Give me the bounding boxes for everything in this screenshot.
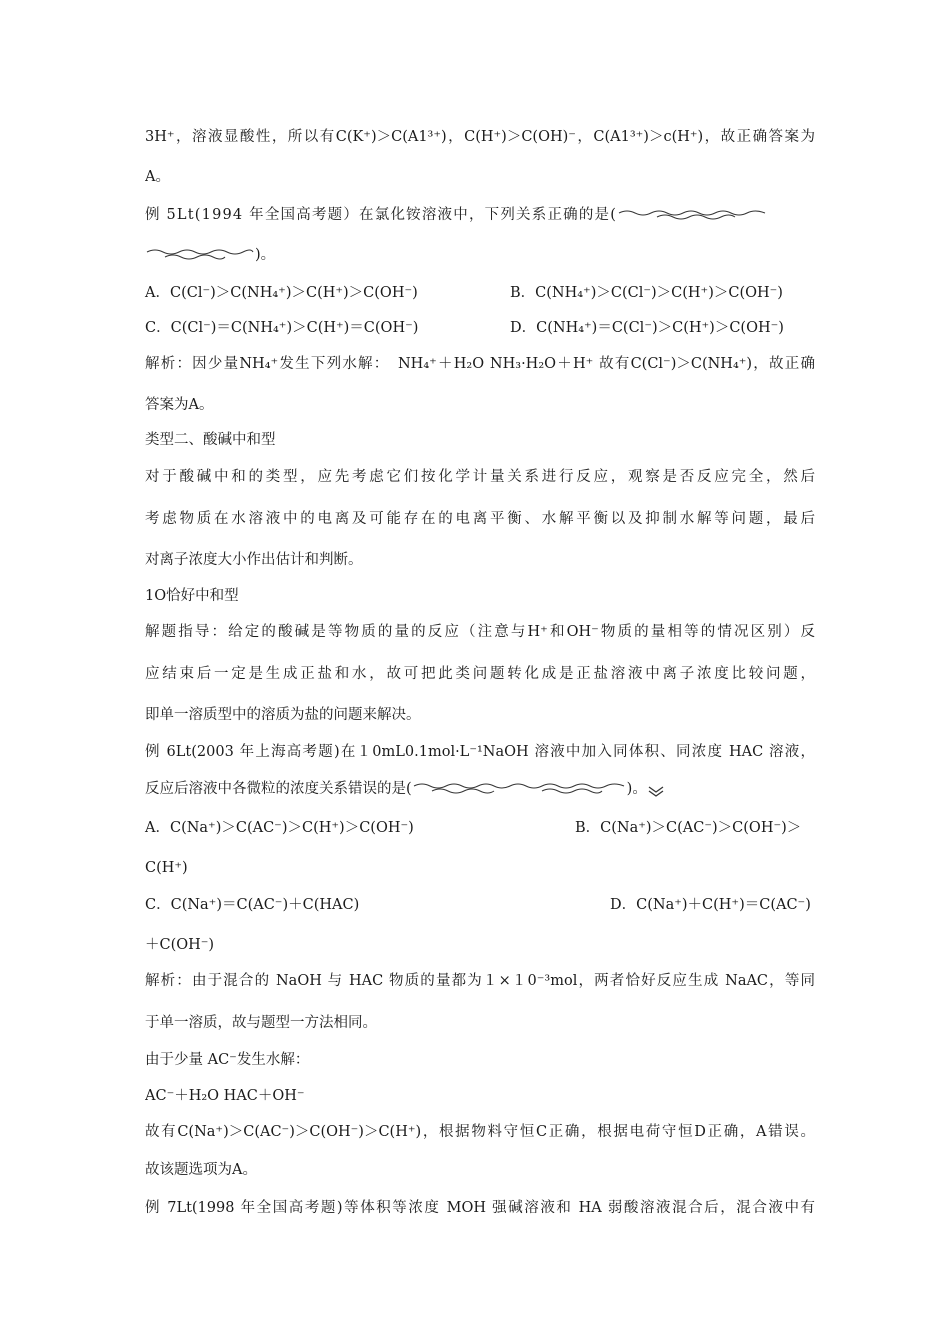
option-d: D．C(Na⁺)＋C(H⁺)＝C(AC⁻) — [610, 897, 811, 913]
example-6-stem: 例 6Ⅼt(2003 年上海高考题)在１0mL0.1mol·L⁻¹NaOH 溶液中加入同体积、同浓度 HAC 溶液， — [145, 744, 815, 760]
option-d-continued: ＋C(OH⁻) — [145, 937, 215, 953]
option-row — [145, 283, 815, 303]
text-line: 于单一溶质，故与题型一方法相同。 — [145, 1015, 377, 1031]
example-7-stem: 例 7Ⅼt(1998 年全国高考题)等体积等浓度 MOH 强碱溶液和 HA 弱酸溶液混合后，混合液中有 — [145, 1200, 815, 1216]
text-line: 即单一溶质型中的溶质为盐的问题来解决。 — [145, 707, 421, 723]
example-6-text: 反应后溶液中各微粒的浓度关系错误的是( — [145, 781, 412, 797]
equation-line: AC⁻＋H₂O HAC＋OH⁻ — [145, 1088, 305, 1104]
option-row — [145, 895, 815, 915]
option-b: B．C(NH₄⁺)＞C(Cl⁻)＞C(H⁺)＞C(OH⁻) — [510, 285, 783, 301]
example-5-paren: )。 — [255, 247, 276, 263]
option-row — [145, 818, 815, 838]
text-line: 考虑物质在水溶液中的电离及可能存在的电离平衡、水解平衡以及抑制水解等问题，最后 — [145, 511, 815, 527]
text-line: 解题指导：给定的酸碱是等物质的量的反应（注意与H⁺和OH⁻物质的量相等的情况区别）反 — [145, 624, 815, 640]
example-6-stem-end — [145, 779, 815, 799]
text-line: A。 — [145, 169, 170, 185]
text-line: 对于酸碱中和的类型，应先考虑它们按化学计量关系进行反应，观察是否反应完全，然后 — [145, 469, 815, 485]
text-line: 由于少量 AC⁻发生水解： — [145, 1052, 310, 1068]
section-heading: 类型二、酸碱中和型 — [145, 432, 276, 448]
analysis-line: 解析：因少量NH₄⁺发生下列水解： NH₄⁺＋H₂O NH₃·H₂O＋H⁺ 故有C(Cl⁻)＞C(NH₄⁺)，故正确 — [145, 356, 815, 372]
example-5-stem-end — [145, 245, 815, 265]
option-a: A．C(Na⁺)＞C(AC⁻)＞C(H⁺)＞C(OH⁻) — [145, 820, 414, 836]
text-line: 3H⁺，溶液显酸性，所以有C(K⁺)＞C(A1³⁺)，C(H⁺)＞C(OH)⁻，C(A1³⁺)＞c(H⁺)，故正确答案为 — [145, 129, 815, 145]
answer-blank-wave — [145, 248, 255, 262]
text-line: 对离子浓度大小作出估计和判断。 — [145, 552, 363, 568]
option-d: D．C(NH₄⁺)＝C(Cl⁻)＞C(H⁺)＞C(OH⁻) — [510, 320, 784, 336]
text-line: 答案为A。 — [145, 397, 214, 413]
chevron-mark-icon — [647, 783, 665, 795]
example-5-text: 例 5Ⅼt(1994 年全国高考题）在氯化铵溶液中，下列关系正确的是( — [145, 207, 618, 223]
example-6-paren: )。 — [626, 781, 647, 797]
option-b: B．C(Na⁺)＞C(AC⁻)＞C(OH⁻)＞ — [575, 820, 802, 836]
answer-blank-wave — [412, 782, 627, 796]
answer-blank-wave — [617, 208, 767, 222]
text-line: 故有C(Na⁺)＞C(AC⁻)＞C(OH⁻)＞C(H⁺)，根据物料守恒C正确，根据电荷守恒D正确，A错误。 — [145, 1124, 815, 1140]
option-c: C．C(Na⁺)＝C(AC⁻)＋C(HAC) — [145, 897, 360, 913]
option-c: C．C(Cl⁻)＝C(NH₄⁺)＞C(H⁺)＝C(OH⁻) — [145, 320, 419, 336]
example-5-stem — [145, 205, 815, 225]
subsection-heading: 1O恰好中和型 — [145, 588, 239, 604]
analysis-line: 解析：由于混合的 NaOH 与 HAC 物质的量都为１×１0⁻³mol，两者恰好反应生成 NaAC，等同 — [145, 973, 815, 989]
option-a: A．C(Cl⁻)＞C(NH₄⁺)＞C(H⁺)＞C(OH⁻) — [145, 285, 418, 301]
option-b-continued: C(H⁺) — [145, 860, 188, 876]
text-line: 故该题选项为A。 — [145, 1162, 257, 1178]
option-row — [145, 318, 815, 338]
text-line: 应结束后一定是生成正盐和水，故可把此类问题转化成是正盐溶液中离子浓度比较问题， — [145, 666, 815, 682]
